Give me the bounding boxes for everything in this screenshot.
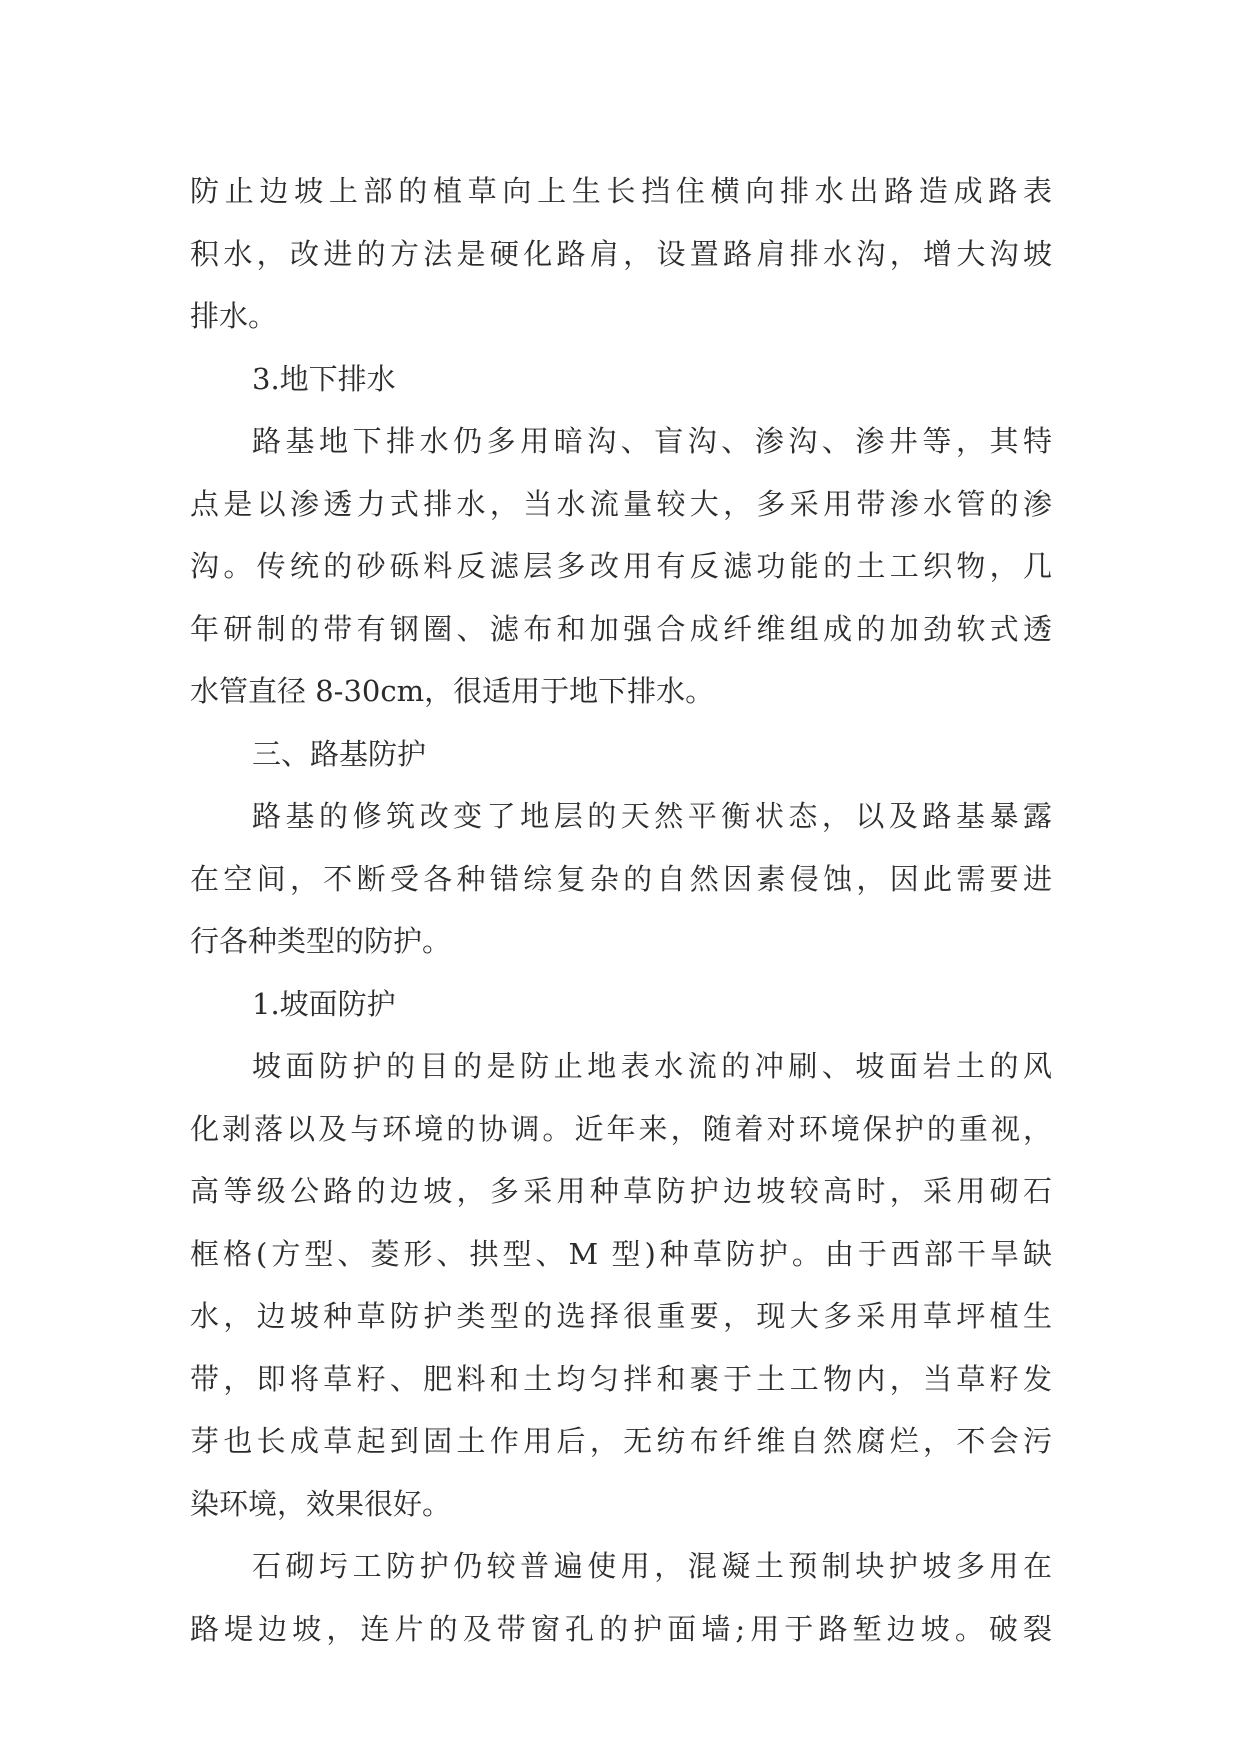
paragraph-line: 防止边坡上部的植草向上生长挡住横向排水出路造成路表 bbox=[190, 174, 1052, 208]
paragraph-line: 行各种类型的防护。 bbox=[190, 924, 452, 958]
paragraph-line: 排水。 bbox=[190, 299, 278, 333]
paragraph-line: 路堤边坡，连片的及带窗孔的护面墙;用于路堑边坡。破裂 bbox=[190, 1611, 1052, 1646]
paragraph-line: 芽也长成草起到固土作用后，无纺布纤维自然腐烂，不会污 bbox=[190, 1424, 1052, 1458]
paragraph-line: 框格(方型、菱形、拱型、M 型)种草防护。由于西部干旱缺 bbox=[190, 1236, 1052, 1271]
paragraph-line: 在空间，不断受各种错综复杂的自然因素侵蚀，因此需要进 bbox=[190, 861, 1052, 896]
paragraph-line: 路基的修筑改变了地层的天然平衡状态，以及路基暴露 bbox=[252, 799, 1052, 833]
paragraph-line: 带，即将草籽、肥料和土均匀拌和裹于土工物内，当草籽发 bbox=[190, 1361, 1052, 1396]
paragraph-line: 水，边坡种草防护类型的选择很重要，现大多采用草坪植生 bbox=[190, 1299, 1052, 1333]
paragraph bbox=[190, 1035, 1052, 1535]
paragraph bbox=[190, 785, 1052, 973]
paragraph bbox=[190, 1535, 1052, 1660]
section-heading: 三、路基防护 bbox=[252, 736, 427, 771]
paragraph-line: 沟。传统的砂砾料反滤层多改用有反滤功能的土工织物，几 bbox=[190, 549, 1052, 583]
paragraph-line: 染环境，效果很好。 bbox=[190, 1486, 452, 1521]
paragraph bbox=[190, 410, 1052, 723]
paragraph-line: 高等级公路的边坡，多采用种草防护边坡较高时，采用砌石 bbox=[190, 1174, 1052, 1208]
paragraph-line: 石砌圬工防护仍较普遍使用，混凝土预制块护坡多用在 bbox=[252, 1549, 1052, 1583]
paragraph-line: 水管直径 8-30cm，很适用于地下排水。 bbox=[190, 674, 715, 708]
paragraph-line: 路基地下排水仍多用暗沟、盲沟、渗沟、渗井等，其特 bbox=[252, 424, 1052, 458]
paragraph-line: 积水，改进的方法是硬化路肩，设置路肩排水沟，增大沟坡 bbox=[190, 236, 1052, 271]
body-text bbox=[190, 160, 1052, 1660]
paragraph-line: 坡面防护的目的是防止地表水流的冲刷、坡面岩土的风 bbox=[252, 1049, 1052, 1083]
paragraph-line: 年研制的带有钢圈、滤布和加强合成纤维组成的加劲软式透 bbox=[190, 611, 1052, 646]
paragraph-line: 点是以渗透力式排水，当水流量较大，多采用带渗水管的渗 bbox=[190, 486, 1052, 521]
paragraph bbox=[190, 160, 1052, 348]
section-heading: 3.地下排水 bbox=[252, 361, 396, 396]
paragraph-line: 化剥落以及与环境的协调。近年来，随着对环境保护的重视， bbox=[190, 1111, 1052, 1146]
section-heading: 1.坡面防护 bbox=[252, 986, 396, 1021]
